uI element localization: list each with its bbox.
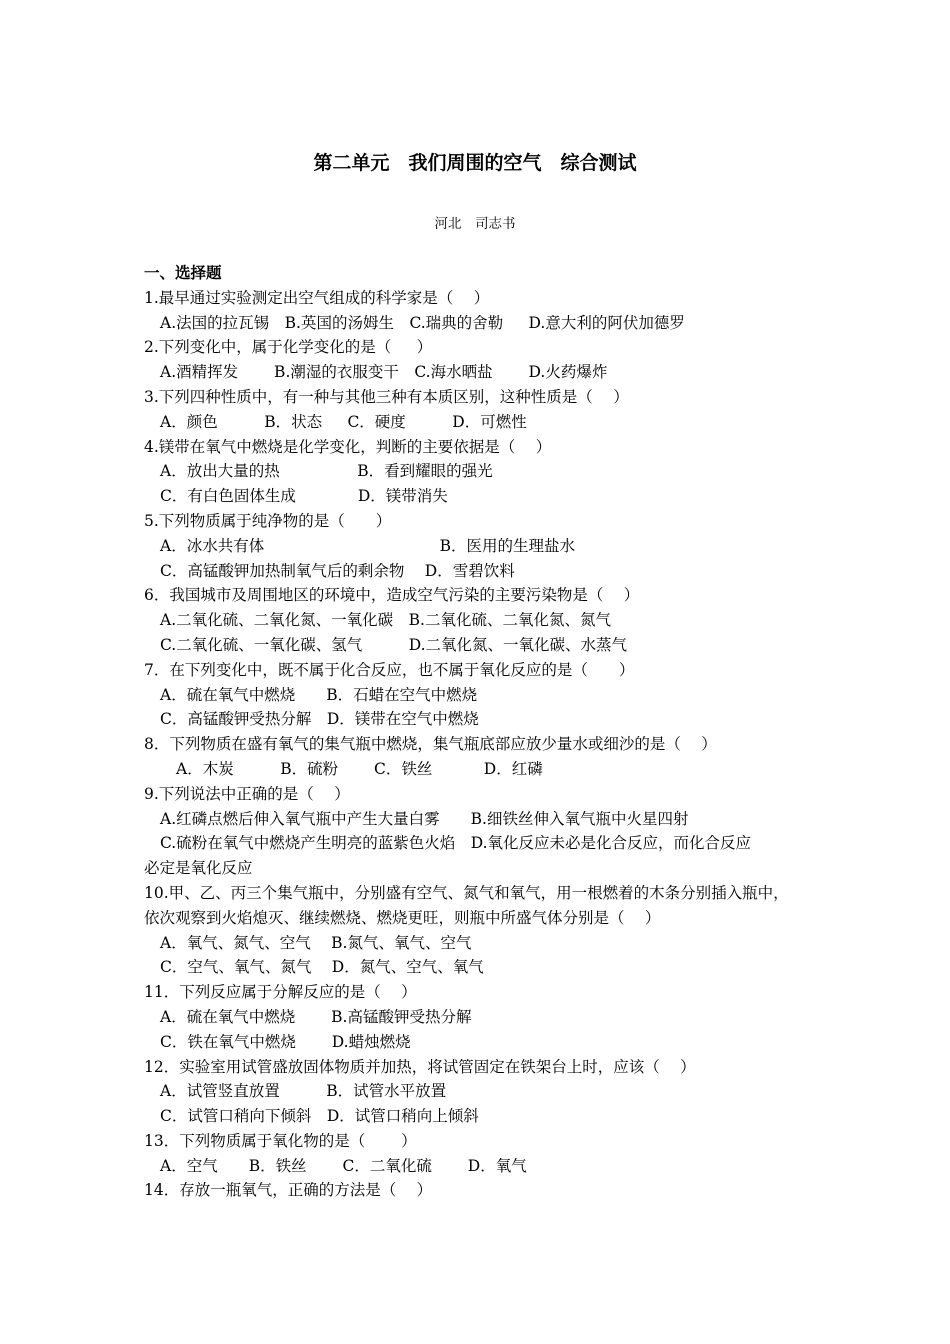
author-line: 河北 司志书: [434, 216, 516, 232]
answer-options-line: C.二氧化硫、一氧化碳、氢气 D.二氧化氮、一氧化碳、水蒸气: [160, 635, 628, 654]
question-line: 12．实验室用试管盛放固体物质并加热，将试管固定在铁架台上时，应该（ ）: [144, 1057, 696, 1076]
question-line: 3.下列四种性质中，有一种与其他三种有本质区别，这种性质是（ ）: [144, 387, 629, 406]
answer-options-line: C．空气、氧气、氮气 D．氮气、空气、氧气: [160, 958, 484, 977]
answer-options-line: A.法国的拉瓦锡 B.英国的汤姆生 C.瑞典的舍勒 D.意大利的阿伏加德罗: [160, 313, 685, 332]
question-line: 10.甲、乙、丙三个集气瓶中，分别盛有空气、氮气和氧气，用一根燃着的木条分别插入瓶中，: [144, 883, 789, 902]
answer-options-line: A．冰水共有体 B．医用的生理盐水: [160, 536, 576, 555]
question-line: 13．下列物质属于氧化物的是（ ）: [144, 1131, 417, 1150]
answer-options-line: C．试管口稍向下倾斜 D．试管口稍向上倾斜: [160, 1107, 479, 1126]
answer-options-line: A．木炭 B．硫粉 C．铁丝 D．红磷: [176, 759, 543, 778]
page-title: 第二单元 我们周围的空气 综合测试: [313, 152, 637, 174]
question-line: 7．在下列变化中，既不属于化合反应，也不属于氧化反应的是（ ）: [144, 660, 635, 679]
question-line: 5.下列物质属于纯净物的是（ ）: [144, 511, 392, 530]
answer-options-line: A.红磷点燃后伸入氧气瓶中产生大量白雾 B.细铁丝伸入氧气瓶中火星四射: [160, 809, 689, 828]
answer-options-line: A.酒精挥发 B.潮湿的衣服变干 C.海水晒盐 D.火药爆炸: [160, 363, 608, 382]
section-heading: 一、选择题: [144, 264, 222, 282]
question-line: 4.镁带在氧气中燃烧是化学变化，判断的主要依据是（ ）: [144, 437, 552, 456]
answer-options-line: A．试管竖直放置 B．试管水平放置: [160, 1082, 447, 1101]
question-line: 必定是氧化反应: [144, 859, 253, 878]
answer-options-line: C．高锰酸钾加热制氧气后的剩余物 D．雪碧饮料: [160, 561, 515, 580]
answer-options-line: A．颜色 B．状态 C．硬度 D．可燃性: [160, 412, 527, 431]
question-line: 14．存放一瓶氧气，正确的方法是（ ）: [144, 1181, 433, 1200]
question-content: [144, 261, 824, 1203]
answer-options-line: A．硫在氧气中燃烧 B.高锰酸钾受热分解: [160, 1007, 472, 1026]
question-line: 8．下列物质在盛有氧气的集气瓶中燃烧，集气瓶底部应放少量水或细沙的是（ ）: [144, 735, 717, 754]
answer-options-line: A．空气 B．铁丝 C．二氧化硫 D．氧气: [160, 1156, 527, 1175]
answer-options-line: C．高锰酸钾受热分解 D．镁带在空气中燃烧: [160, 710, 479, 729]
answer-options-line: A.二氧化硫、二氧化氮、一氧化碳 B.二氧化硫、二氧化氮、氮气: [160, 611, 611, 630]
question-line: 2.下列变化中，属于化学变化的是（ ）: [144, 338, 433, 357]
answer-options-line: A．放出大量的热 B．看到耀眼的强光: [160, 462, 493, 481]
question-line: 11．下列反应属于分解反应的是（ ）: [144, 983, 417, 1002]
question-line: 1.最早通过实验测定出空气组成的科学家是（ ）: [144, 288, 490, 307]
answer-options-line: A．硫在氧气中燃烧 B．石蜡在空气中燃烧: [160, 685, 478, 704]
answer-options-line: C.硫粉在氧气中燃烧产生明亮的蓝紫色火焰 D.氧化反应未必是化合反应，而化合反应: [160, 834, 752, 853]
question-lines: [144, 286, 824, 1203]
question-line: 9.下列说法中正确的是（ ）: [144, 784, 350, 803]
question-line: 6．我国城市及周围地区的环境中，造成空气污染的主要污染物是（ ）: [144, 586, 640, 605]
question-line: 依次观察到火焰熄灭、继续燃烧、燃烧更旺，则瓶中所盛气体分别是（ ）: [144, 908, 661, 927]
answer-options-line: A．氧气、氮气、空气 B.氮气、氧气、空气: [160, 933, 472, 952]
answer-options-line: C．铁在氧气中燃烧 D.蜡烛燃烧: [160, 1032, 411, 1051]
answer-options-line: C．有白色固体生成 D．镁带消失: [160, 487, 448, 506]
